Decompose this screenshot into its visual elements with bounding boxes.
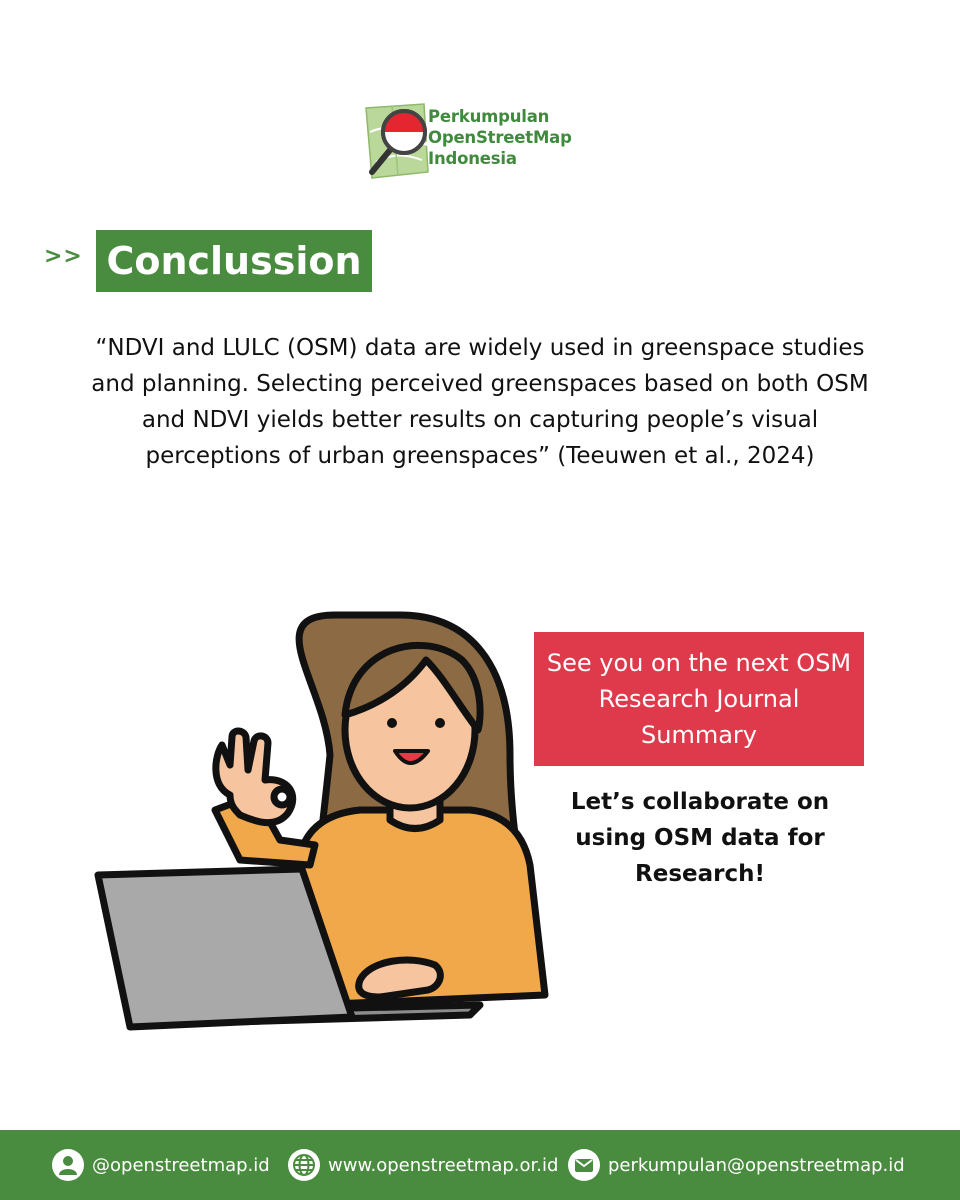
footer-website[interactable] [288, 1148, 558, 1182]
footer-email[interactable] [568, 1148, 905, 1182]
user-icon [52, 1149, 84, 1181]
footer-bar [0, 1130, 960, 1200]
footer-email-text: perkumpulan@openstreetmap.id [608, 1154, 905, 1176]
conclusion-quote: “NDVI and LULC (OSM) data are widely used in greenspace studies and planning. Selecting perceived greenspaces based on both OSM and NDVI yields better results on capturing people’s visual perceptions of urban greenspaces” (Teeuwen et al., 2024) [91, 335, 869, 469]
section-marker: >> [44, 244, 83, 269]
footer-website-text: www.openstreetmap.or.id [328, 1154, 559, 1176]
mail-icon [568, 1149, 600, 1181]
globe-icon [288, 1149, 320, 1181]
woman-laptop-illustration [90, 605, 560, 1045]
logo-line-2: OpenStreetMap [428, 128, 572, 147]
logo-text [428, 106, 572, 169]
footer-social-text: @openstreetmap.id [92, 1154, 270, 1176]
logo-line-3: Indonesia [428, 149, 517, 168]
footer-social[interactable] [52, 1148, 270, 1182]
next-summary-text: See you on the next OSM Research Journal Summary [546, 649, 852, 749]
next-summary-banner [534, 632, 864, 766]
logo-line-1: Perkumpulan [428, 107, 550, 126]
section-title: Conclussion [96, 230, 372, 292]
collaborate-text: Let’s collaborate on using OSM data for Research! [570, 789, 830, 887]
